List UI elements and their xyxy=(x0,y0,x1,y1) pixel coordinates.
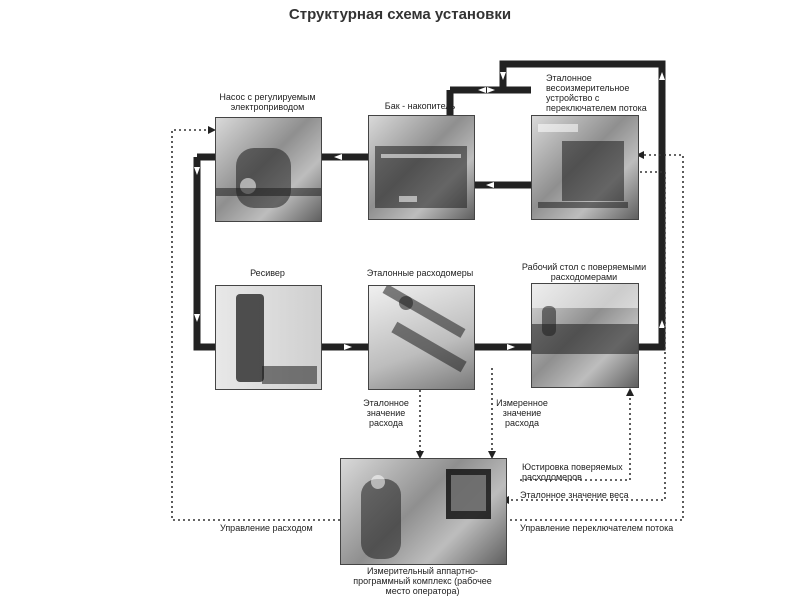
ref-meters-label: Эталонные расходомеры xyxy=(366,268,474,278)
operator-label: Измерительный аппартно-программный комплекс (рабочее место оператора) xyxy=(353,566,492,596)
adjustment-label: Юстировка поверяемых расходомеров xyxy=(522,462,623,482)
ref-flow-label: Эталонное значение расхода xyxy=(363,398,409,428)
work-table-label: Рабочий стол с поверяемыми расходомерами xyxy=(521,262,647,282)
diagram-title: Структурная схема установки xyxy=(288,6,512,23)
pump-label: Насос с регулируемым электроприводом xyxy=(219,92,316,112)
switch-control-label: Управление переключателем потока xyxy=(520,523,674,533)
pump-photo xyxy=(215,117,322,222)
pipe-pump-to-receiver xyxy=(197,157,215,347)
receiver-photo xyxy=(215,285,322,390)
scale-label: Эталонное весоизмерительное устройство с переключателем потока xyxy=(546,73,647,113)
ref-meters-photo xyxy=(368,285,475,390)
operator-photo xyxy=(340,458,507,565)
work-table-photo xyxy=(531,283,639,388)
measured-flow-label: Измеренное значение расхода xyxy=(496,398,548,428)
tank-photo xyxy=(368,115,475,220)
receiver-label: Ресивер xyxy=(250,268,285,278)
tank-label: Бак - накопитель xyxy=(384,101,456,111)
scale-photo xyxy=(531,115,639,220)
ref-weight-label: Эталонное значение веса xyxy=(520,490,629,500)
flow-control-label: Управление расходом xyxy=(220,523,313,533)
